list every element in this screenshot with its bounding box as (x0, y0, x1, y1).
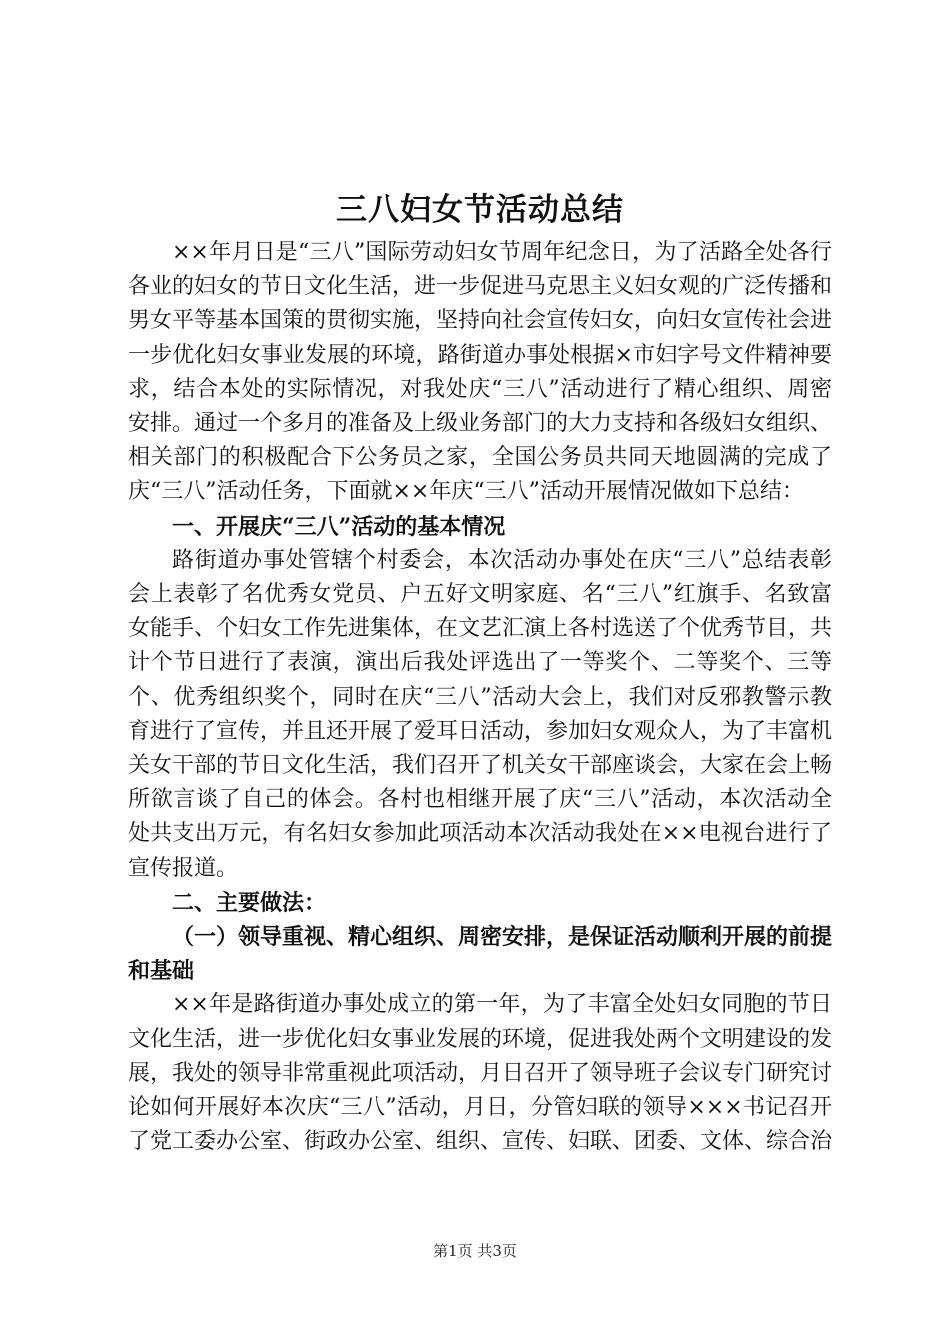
document-body (128, 236, 832, 1159)
document-title: 三八妇女节活动总结 (336, 192, 624, 228)
subsection-heading-1: （一）领导重视、精心组织、周密安排，是保证活动顺利开展的前提和基础 (128, 924, 833, 985)
page-footer: 第1页 共3页 (433, 1242, 517, 1260)
section-heading-2: 二、主要做法： (172, 889, 327, 916)
paragraph-intro: ××年月日是“三八”国际劳动妇女节周年纪念日，为了活路全处各行各业的妇女的节日文化生活，进一步促进马克思主义妇女观的广泛传播和男女平等基本国策的贯彻实施，坚持向社会宣传妇女，向妇女宣传社会进一步优化妇女事业发展的环境，路街道办事处根据×市妇字号文件精神要求，结合本处的实际情况，对我处庆“三八”活动进行了精心组织、周密安排。通过一个多月的准备及上级业务部门的大力支持和各级妇女组织、相关部门的积极配合下公务员之家，全国公务员共同天地圆满的完成了庆“三八”活动任务，下面就××年庆“三八”活动开展情况做如下总结： (128, 240, 833, 505)
paragraph-basic-situation: 路街道办事处管辖个村委会，本次活动办事处在庆“三八”总结表彰会上表彰了名优秀女党员、户五好文明家庭、名“三八”红旗手、名致富女能手、个妇女工作先进集体，在文艺汇演上各村选送了个优秀节目，共计个节日进行了表演，演出后我处评选出了一等奖个、二等奖个、三等个、优秀组织奖个，同时在庆“三八”活动大会上，我们对反邪教警示教育进行了宣传，并且还开展了爱耳日活动，参加妇女观众人，为了丰富机关女干部的节日文化生活，我们召开了机关女干部座谈会，大家在会上畅所欲言谈了自己的体会。各村也相继开展了庆“三八”活动，本次活动全处共支出万元，有名妇女参加此项活动本次活动我处在××电视台进行了宣传报道。 (128, 547, 833, 881)
document-page (128, 184, 832, 1159)
section-heading-1: 一、开展庆“三八”活动的基本情况 (172, 513, 506, 540)
paragraph-leadership: ××年是路街道办事处成立的第一年，为了丰富全处妇女同胞的节日文化生活，进一步优化妇女事业发展的环境，促进我处两个文明建设的发展，我处的领导非常重视此项活动，月日召开了领导班子会议专门研究讨论如何开展好本次庆“三八”活动，月日，分管妇联的领导×××书记召开了党工委办公室、街政办公室、组织、宣传、妇联、团委、文体、综合治 (128, 992, 833, 1155)
